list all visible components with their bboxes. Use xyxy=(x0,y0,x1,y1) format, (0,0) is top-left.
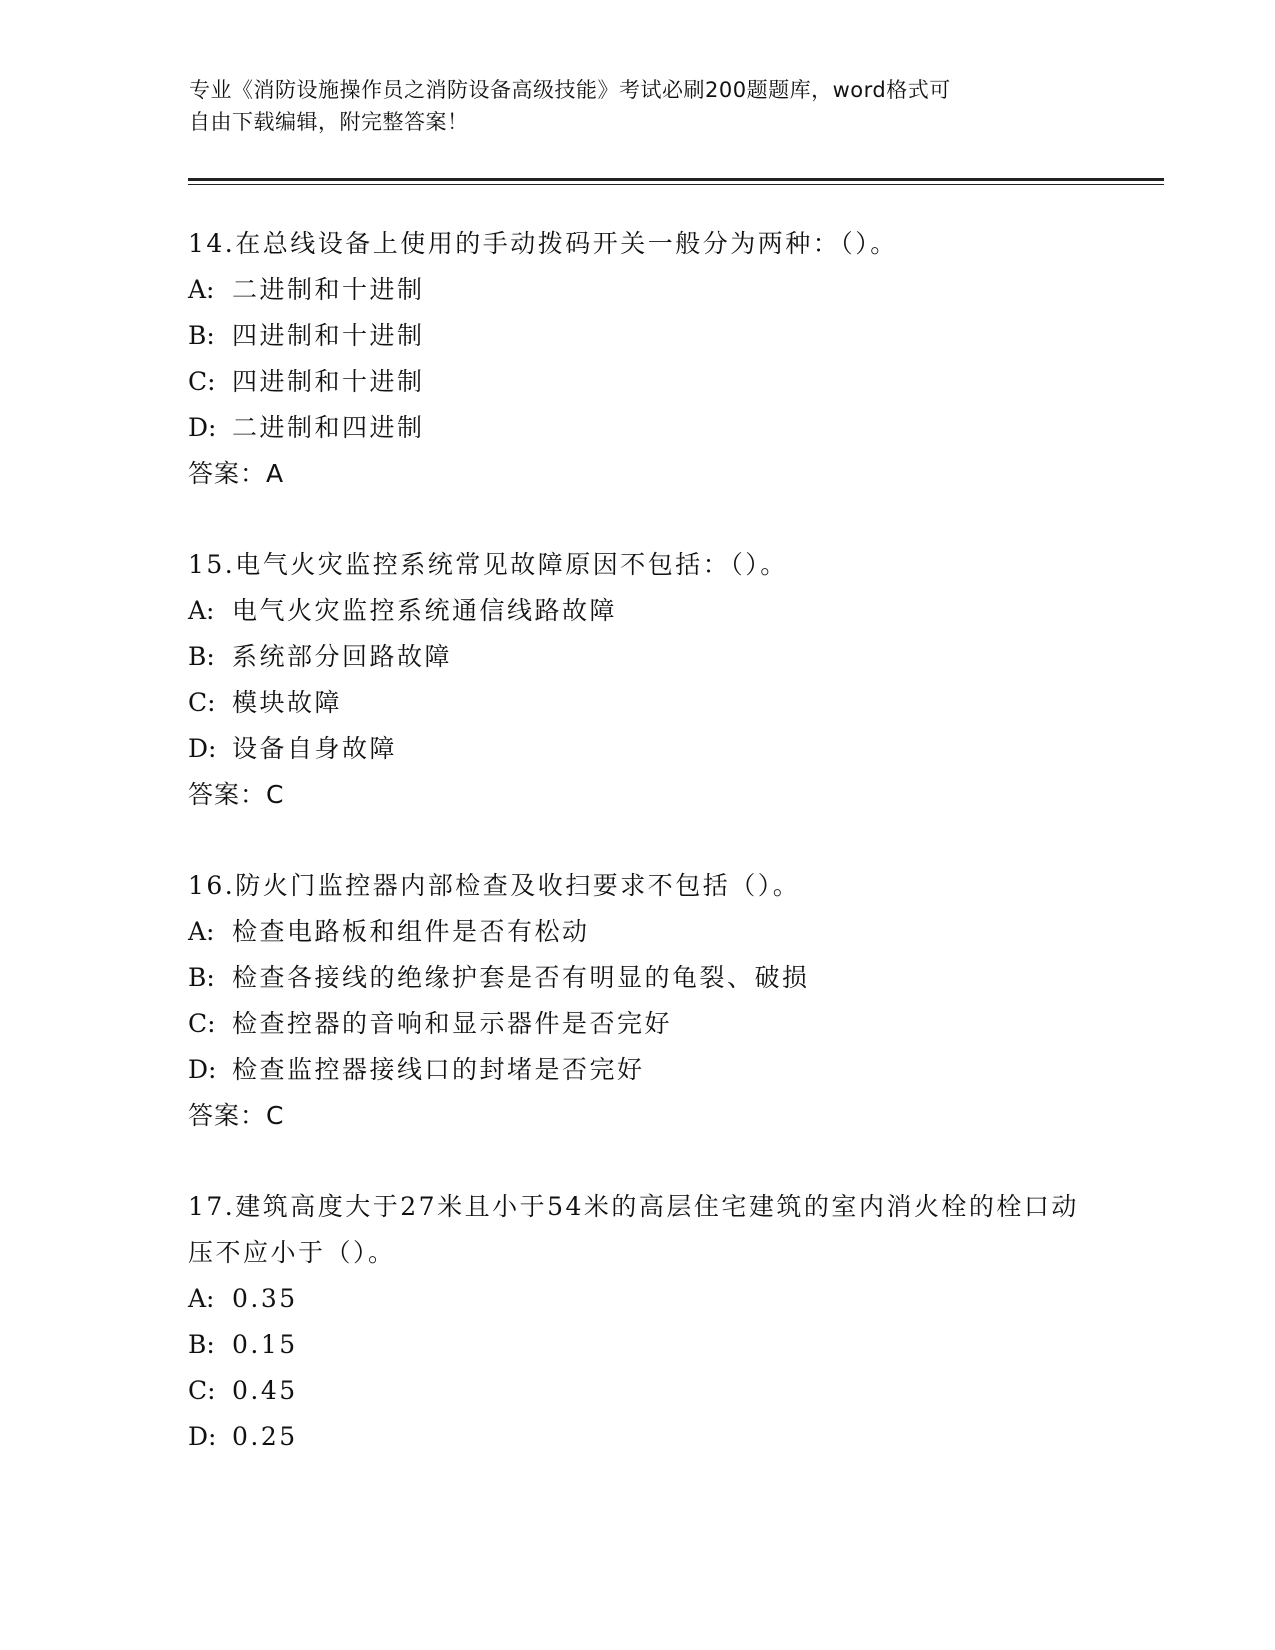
option-label: C: xyxy=(188,367,216,396)
option-label: A: xyxy=(188,275,215,304)
option-label: C: xyxy=(188,1376,216,1405)
option-a xyxy=(188,909,1088,955)
option-text: 二进制和十进制 xyxy=(232,275,425,304)
option-label: B: xyxy=(188,1330,215,1359)
option-d xyxy=(188,1414,1088,1460)
option-b xyxy=(188,1322,1088,1368)
option-label: B: xyxy=(188,642,215,671)
option-label: A: xyxy=(188,917,215,946)
option-c xyxy=(188,359,1088,405)
option-c xyxy=(188,680,1088,726)
document-header xyxy=(189,74,1089,138)
question-text: 16.防火门监控器内部检查及收扫要求不包括（）。 xyxy=(188,871,801,900)
option-label: C: xyxy=(188,688,216,717)
option-label: A: xyxy=(188,596,215,625)
question-text: 15.电气火灾监控系统常见故障原因不包括：（）。 xyxy=(188,550,788,579)
option-text: 电气火灾监控系统通信线路故障 xyxy=(232,596,618,625)
option-c xyxy=(188,1368,1088,1414)
option-text: 设备自身故障 xyxy=(232,734,398,763)
option-label: D: xyxy=(188,734,217,763)
option-d xyxy=(188,726,1088,772)
option-text: 0.35 xyxy=(232,1284,298,1313)
option-b xyxy=(188,955,1088,1001)
question-17 xyxy=(188,1184,1088,1460)
option-text: 0.15 xyxy=(232,1330,298,1359)
option-label: C: xyxy=(188,1009,216,1038)
option-c xyxy=(188,1001,1088,1047)
header-divider-thin xyxy=(188,184,1164,185)
option-a xyxy=(188,588,1088,634)
answer-line: 答案：C xyxy=(188,780,285,809)
question-text: 14.在总线设备上使用的手动拨码开关一般分为两种：（）。 xyxy=(188,229,898,258)
option-label: D: xyxy=(188,413,217,442)
option-b xyxy=(188,313,1088,359)
option-text: 四进制和十进制 xyxy=(232,367,425,396)
question-14 xyxy=(188,221,1088,497)
header-divider-thick xyxy=(188,178,1164,181)
question-16 xyxy=(188,863,1088,1139)
option-text: 检查各接线的绝缘护套是否有明显的龟裂、破损 xyxy=(232,963,810,992)
option-text: 检查控器的音响和显示器件是否完好 xyxy=(232,1009,673,1038)
question-15 xyxy=(188,542,1088,818)
option-text: 0.25 xyxy=(232,1422,298,1451)
option-text: 检查电路板和组件是否有松动 xyxy=(232,917,590,946)
header-line-2: 自由下载编辑，附完整答案！ xyxy=(189,110,469,134)
option-text: 模块故障 xyxy=(232,688,343,717)
option-label: B: xyxy=(188,321,215,350)
option-label: B: xyxy=(188,963,215,992)
option-a xyxy=(188,1276,1088,1322)
option-label: D: xyxy=(188,1055,217,1084)
header-line-1: 专业《消防设施操作员之消防设备高级技能》考试必刷200题题库，word格式可 xyxy=(189,78,951,102)
option-label: D: xyxy=(188,1422,217,1451)
option-text: 二进制和四进制 xyxy=(232,413,425,442)
option-text: 系统部分回路故障 xyxy=(232,642,453,671)
option-text: 四进制和十进制 xyxy=(232,321,425,350)
question-text: 17.建筑高度大于27米且小于54米的高层住宅建筑的室内消火栓的栓口动压不应小于（）。 xyxy=(188,1192,1079,1267)
option-a xyxy=(188,267,1088,313)
option-b xyxy=(188,634,1088,680)
option-d xyxy=(188,405,1088,451)
option-text: 0.45 xyxy=(232,1376,298,1405)
option-text: 检查监控器接线口的封堵是否完好 xyxy=(232,1055,645,1084)
answer-line: 答案：C xyxy=(188,1101,285,1130)
option-d xyxy=(188,1047,1088,1093)
answer-line: 答案：A xyxy=(188,459,285,488)
option-label: A: xyxy=(188,1284,215,1313)
